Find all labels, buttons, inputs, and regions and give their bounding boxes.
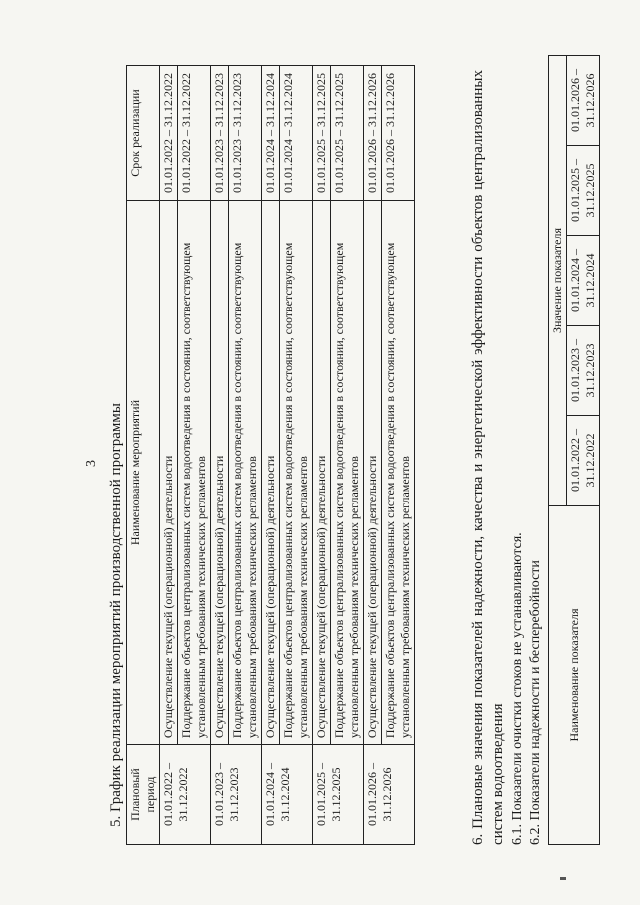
schedule-table [126, 65, 415, 845]
section6-2: 6.2. Показатели надежности и бесперебойности [528, 560, 543, 845]
page-number: 3 [84, 460, 99, 467]
activity-cell: Поддержание объектов централизованных систем водоотведения в состоянии, соответствующем установленным требованиям технических регламентов [331, 201, 364, 745]
indicator-period: 01.01.2023 – 31.12.2023 [567, 326, 600, 416]
term-cell: 01.01.2025 – 31.12.2025 [331, 66, 364, 201]
term-cell: 01.01.2023 – 31.12.2023 [211, 66, 229, 201]
term-cell: 01.01.2022 – 31.12.2022 [160, 66, 178, 201]
table-row [313, 66, 331, 845]
term-cell: 01.01.2024 – 31.12.2024 [280, 66, 313, 201]
term-cell: 01.01.2026 – 31.12.2026 [382, 66, 415, 201]
table-row [382, 66, 415, 845]
activity-cell: Поддержание объектов централизованных систем водоотведения в состоянии, соответствующем установленным требованиям технических регламентов [382, 201, 415, 745]
activity-cell: Осуществление текущей (операционной) деятельности [160, 201, 178, 745]
indicator-period: 01.01.2026 – 31.12.2026 [567, 56, 600, 146]
indicator-name-header: Наименование показателя [549, 506, 600, 845]
section6-1: 6.1. Показатели очистки стоков не устанавливаются. [510, 532, 525, 845]
term-cell: 01.01.2025 – 31.12.2025 [313, 66, 331, 201]
term-cell: 01.01.2023 – 31.12.2023 [229, 66, 262, 201]
table-row [229, 66, 262, 845]
term-cell: 01.01.2022 – 31.12.2022 [178, 66, 211, 201]
activity-cell: Поддержание объектов централизованных систем водоотведения в состоянии, соответствующем установленным требованиям технических регламентов [178, 201, 211, 745]
table-row [280, 66, 313, 845]
header-name: Наименование мероприятий [127, 201, 160, 745]
activity-cell: Осуществление текущей (операционной) деятельности [364, 201, 382, 745]
table-row [160, 66, 178, 845]
header-term: Срок реализации [127, 66, 160, 201]
activity-cell: Поддержание объектов централизованных систем водоотведения в состоянии, соответствующем установленным требованиям технических регламентов [229, 201, 262, 745]
indicator-period: 01.01.2022 – 31.12.2022 [567, 416, 600, 506]
term-cell: 01.01.2026 – 31.12.2026 [364, 66, 382, 201]
indicator-period: 01.01.2024 – 31.12.2024 [567, 236, 600, 326]
table-row [364, 66, 382, 845]
indicator-value-header: Значение показателя [549, 56, 567, 506]
table-row [331, 66, 364, 845]
table-row [211, 66, 229, 845]
indicators-table [548, 55, 600, 845]
scan-mark [560, 877, 566, 880]
period-cell: 01.01.2025 – 31.12.2025 [313, 745, 364, 845]
period-cell: 01.01.2024 – 31.12.2024 [262, 745, 313, 845]
period-cell: 01.01.2026 – 31.12.2026 [364, 745, 415, 845]
activity-cell: Осуществление текущей (операционной) деятельности [313, 201, 331, 745]
activity-cell: Осуществление текущей (операционной) деятельности [262, 201, 280, 745]
table-row [262, 66, 280, 845]
indicator-period: 01.01.2025 – 31.12.2025 [567, 146, 600, 236]
section6-title: 6. Плановые значения показателей надежности, качества и энергетической эффективности объектов централизованных систем водоотведения [470, 70, 506, 845]
table-row [178, 66, 211, 845]
activity-cell: Осуществление текущей (операционной) деятельности [211, 201, 229, 745]
period-cell: 01.01.2022 – 31.12.2022 [160, 745, 211, 845]
section5-title: 5. График реализации мероприятий производственной программы [108, 403, 124, 827]
activity-cell: Поддержание объектов централизованных систем водоотведения в состоянии, соответствующем установленным требованиям технических регламентов [280, 201, 313, 745]
term-cell: 01.01.2024 – 31.12.2024 [262, 66, 280, 201]
period-cell: 01.01.2023 – 31.12.2023 [211, 745, 262, 845]
header-period: Плановый период [127, 745, 160, 845]
